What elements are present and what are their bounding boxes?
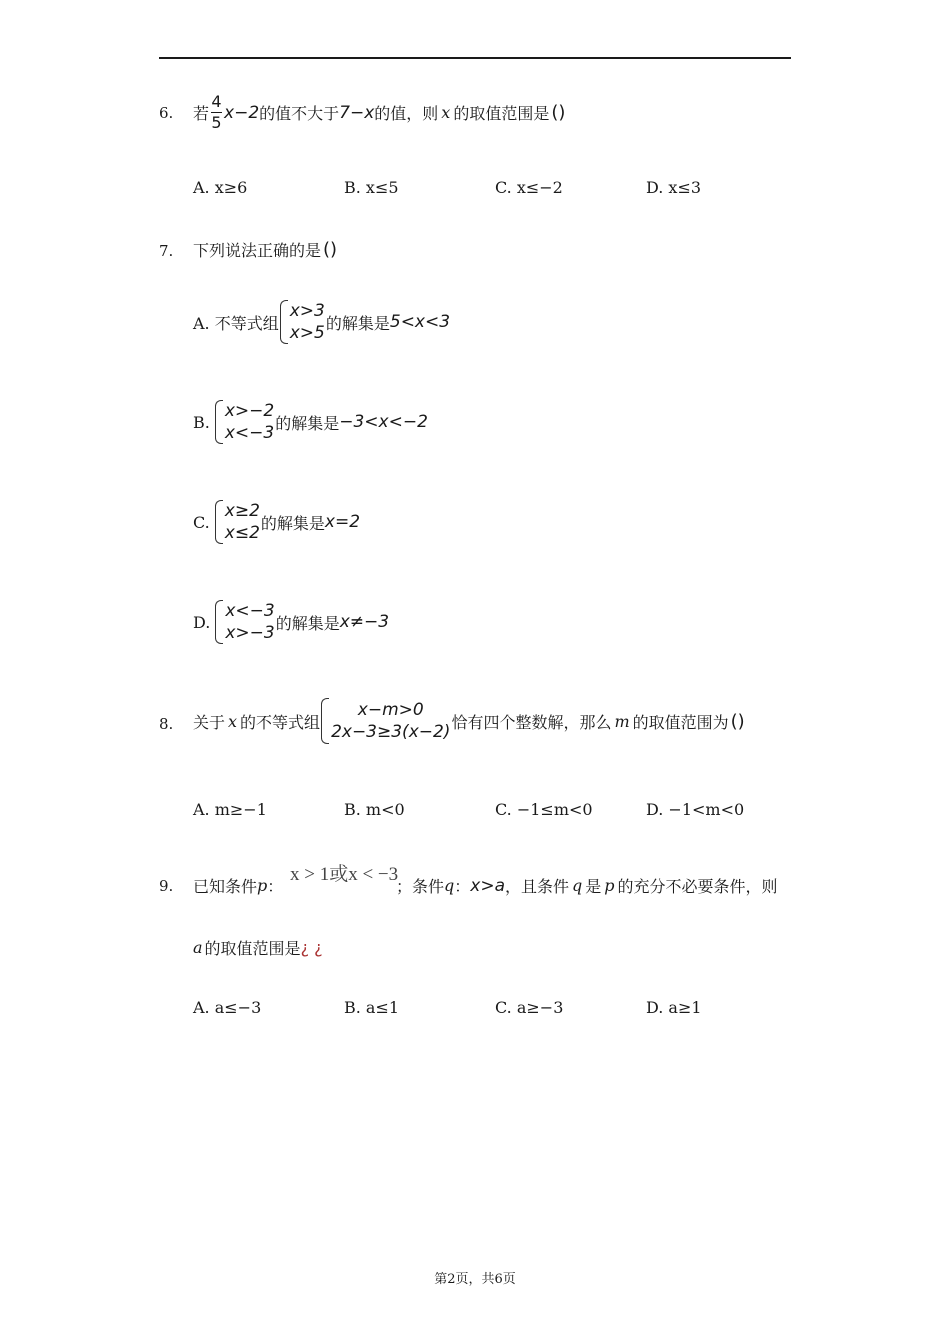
- q7-c-label: C.: [193, 512, 210, 532]
- brace: [280, 300, 288, 344]
- q7-c-result: x=2: [324, 512, 361, 532]
- q9-number: 9.: [159, 877, 174, 895]
- q7-option-d[interactable]: [193, 600, 389, 644]
- q9-odd-glyphs: ¿ ¿: [300, 938, 323, 957]
- q9-condition-image: x > 1或x < −3: [290, 864, 399, 885]
- q9-q: q: [444, 876, 455, 895]
- q7-c-system: [215, 500, 260, 544]
- q9-is: 是: [585, 877, 602, 896]
- header-rule: [159, 57, 791, 59]
- q9-option-b[interactable]: B. a≤1: [344, 998, 400, 1017]
- q9-stem-part2: [396, 874, 778, 897]
- q7-text: 下列说法正确的是: [193, 241, 322, 260]
- q9-option-c[interactable]: C. a≥−3: [495, 998, 564, 1017]
- q6-option-c[interactable]: C. x≤−2: [495, 178, 563, 197]
- q7-a-row2: x>5: [289, 323, 325, 343]
- q8-option-b[interactable]: B. m<0: [344, 800, 405, 819]
- q8-option-c[interactable]: C. −1≤m<0: [495, 800, 593, 819]
- q6-frac-num: 4: [211, 92, 222, 111]
- q7-d-row1: x<−3: [225, 601, 275, 621]
- q7-d-row2: x>−3: [225, 623, 275, 643]
- q9-colon2: ：: [454, 877, 471, 896]
- q7-d-tail: 的解集是: [275, 613, 340, 633]
- q8-var2: m: [614, 711, 630, 731]
- q9-mid: ；条件: [396, 877, 445, 896]
- q7-a-row1: x>3: [289, 301, 325, 321]
- q6-option-b[interactable]: B. x≤5: [344, 178, 399, 197]
- q6-stem: [193, 92, 565, 133]
- q7-paren: (): [323, 239, 338, 260]
- q6-option-d[interactable]: D. x≤3: [646, 178, 702, 197]
- q6-pre: 若: [193, 104, 210, 123]
- q9-stem-line2: [193, 936, 323, 959]
- q8-option-a[interactable]: A. m≥−1: [193, 800, 267, 819]
- page-footer: 第2页，共6页: [434, 1272, 516, 1287]
- q7-option-b[interactable]: [193, 400, 428, 444]
- q9-q2: q: [572, 876, 583, 895]
- q6-expr1: x−2: [224, 102, 260, 123]
- q8-tail2: 的取值范围为: [632, 712, 729, 732]
- q7-stem: [193, 238, 337, 261]
- q8-number: 8.: [159, 715, 174, 733]
- q7-d-label: D.: [193, 612, 211, 632]
- q7-a-tail: 的解集是: [325, 313, 390, 333]
- q7-d-result: x≠−3: [339, 612, 390, 632]
- q9-pre: 已知条件: [193, 877, 258, 896]
- q8-mid: 的不等式组: [240, 712, 321, 732]
- q9-tail2: 的充分不必要条件，则: [617, 877, 778, 896]
- q7-b-tail: 的解集是: [275, 413, 340, 433]
- q8-row1: x−m>0: [357, 700, 424, 720]
- q7-b-system: [215, 400, 274, 444]
- q7-b-label: B.: [193, 412, 210, 432]
- q8-row2: 2x−3≥3(x−2): [331, 722, 451, 742]
- q9-qexpr: x>a: [470, 875, 506, 896]
- q6-post: 的值，则: [374, 104, 439, 123]
- q7-c-row2: x≤2: [224, 523, 260, 543]
- q8-system: [321, 698, 450, 744]
- q6-number: 6.: [159, 104, 174, 122]
- q9-line2-var: a: [193, 938, 203, 957]
- q6-frac-den: 5: [211, 113, 222, 132]
- q7-b-result: −3<x<−2: [339, 412, 428, 432]
- q8-paren: (): [730, 710, 745, 732]
- q9-colon: ：: [267, 877, 284, 896]
- q6-paren: (): [551, 102, 566, 123]
- q8-pre: 关于: [193, 712, 226, 732]
- q7-number: 7.: [159, 242, 174, 260]
- q9-p: p: [257, 876, 268, 895]
- q8-option-d[interactable]: D. −1<m<0: [646, 800, 745, 819]
- q7-option-a[interactable]: [193, 300, 450, 344]
- q7-b-row2: x<−3: [224, 423, 275, 443]
- brace: [215, 400, 223, 444]
- brace: [215, 600, 223, 644]
- q7-option-c[interactable]: [193, 500, 360, 544]
- q6-var: x: [441, 103, 451, 122]
- q7-a-system: [280, 300, 325, 344]
- q8-stem: [193, 698, 745, 744]
- q6-expr2: 7−x: [339, 102, 375, 123]
- q7-a-result: 5<x<3: [389, 312, 451, 332]
- q9-option-a[interactable]: A. a≤−3: [193, 998, 262, 1017]
- brace: [215, 500, 223, 544]
- q8-var: x: [228, 711, 238, 731]
- q7-c-row1: x≥2: [224, 501, 260, 521]
- q7-d-system: [215, 600, 274, 644]
- q7-c-tail: 的解集是: [260, 513, 325, 533]
- q9-tail: ，且条件: [505, 877, 570, 896]
- q9-p2: p: [604, 876, 615, 895]
- q6-fraction: [211, 92, 222, 133]
- q9-line2-text: 的取值范围是: [204, 939, 301, 958]
- q6-mid: 的值不大于: [259, 104, 340, 123]
- brace: [321, 698, 329, 744]
- q6-tail: 的取值范围是: [453, 104, 550, 123]
- q7-b-row1: x>−2: [224, 401, 275, 421]
- q9-stem-part1: [193, 874, 283, 897]
- q6-option-a[interactable]: A. x≥6: [193, 178, 248, 197]
- q7-a-label: A. 不等式组: [193, 313, 279, 333]
- q9-option-d[interactable]: D. a≥1: [646, 998, 702, 1017]
- q8-tail: 恰有四个整数解，那么: [451, 712, 612, 732]
